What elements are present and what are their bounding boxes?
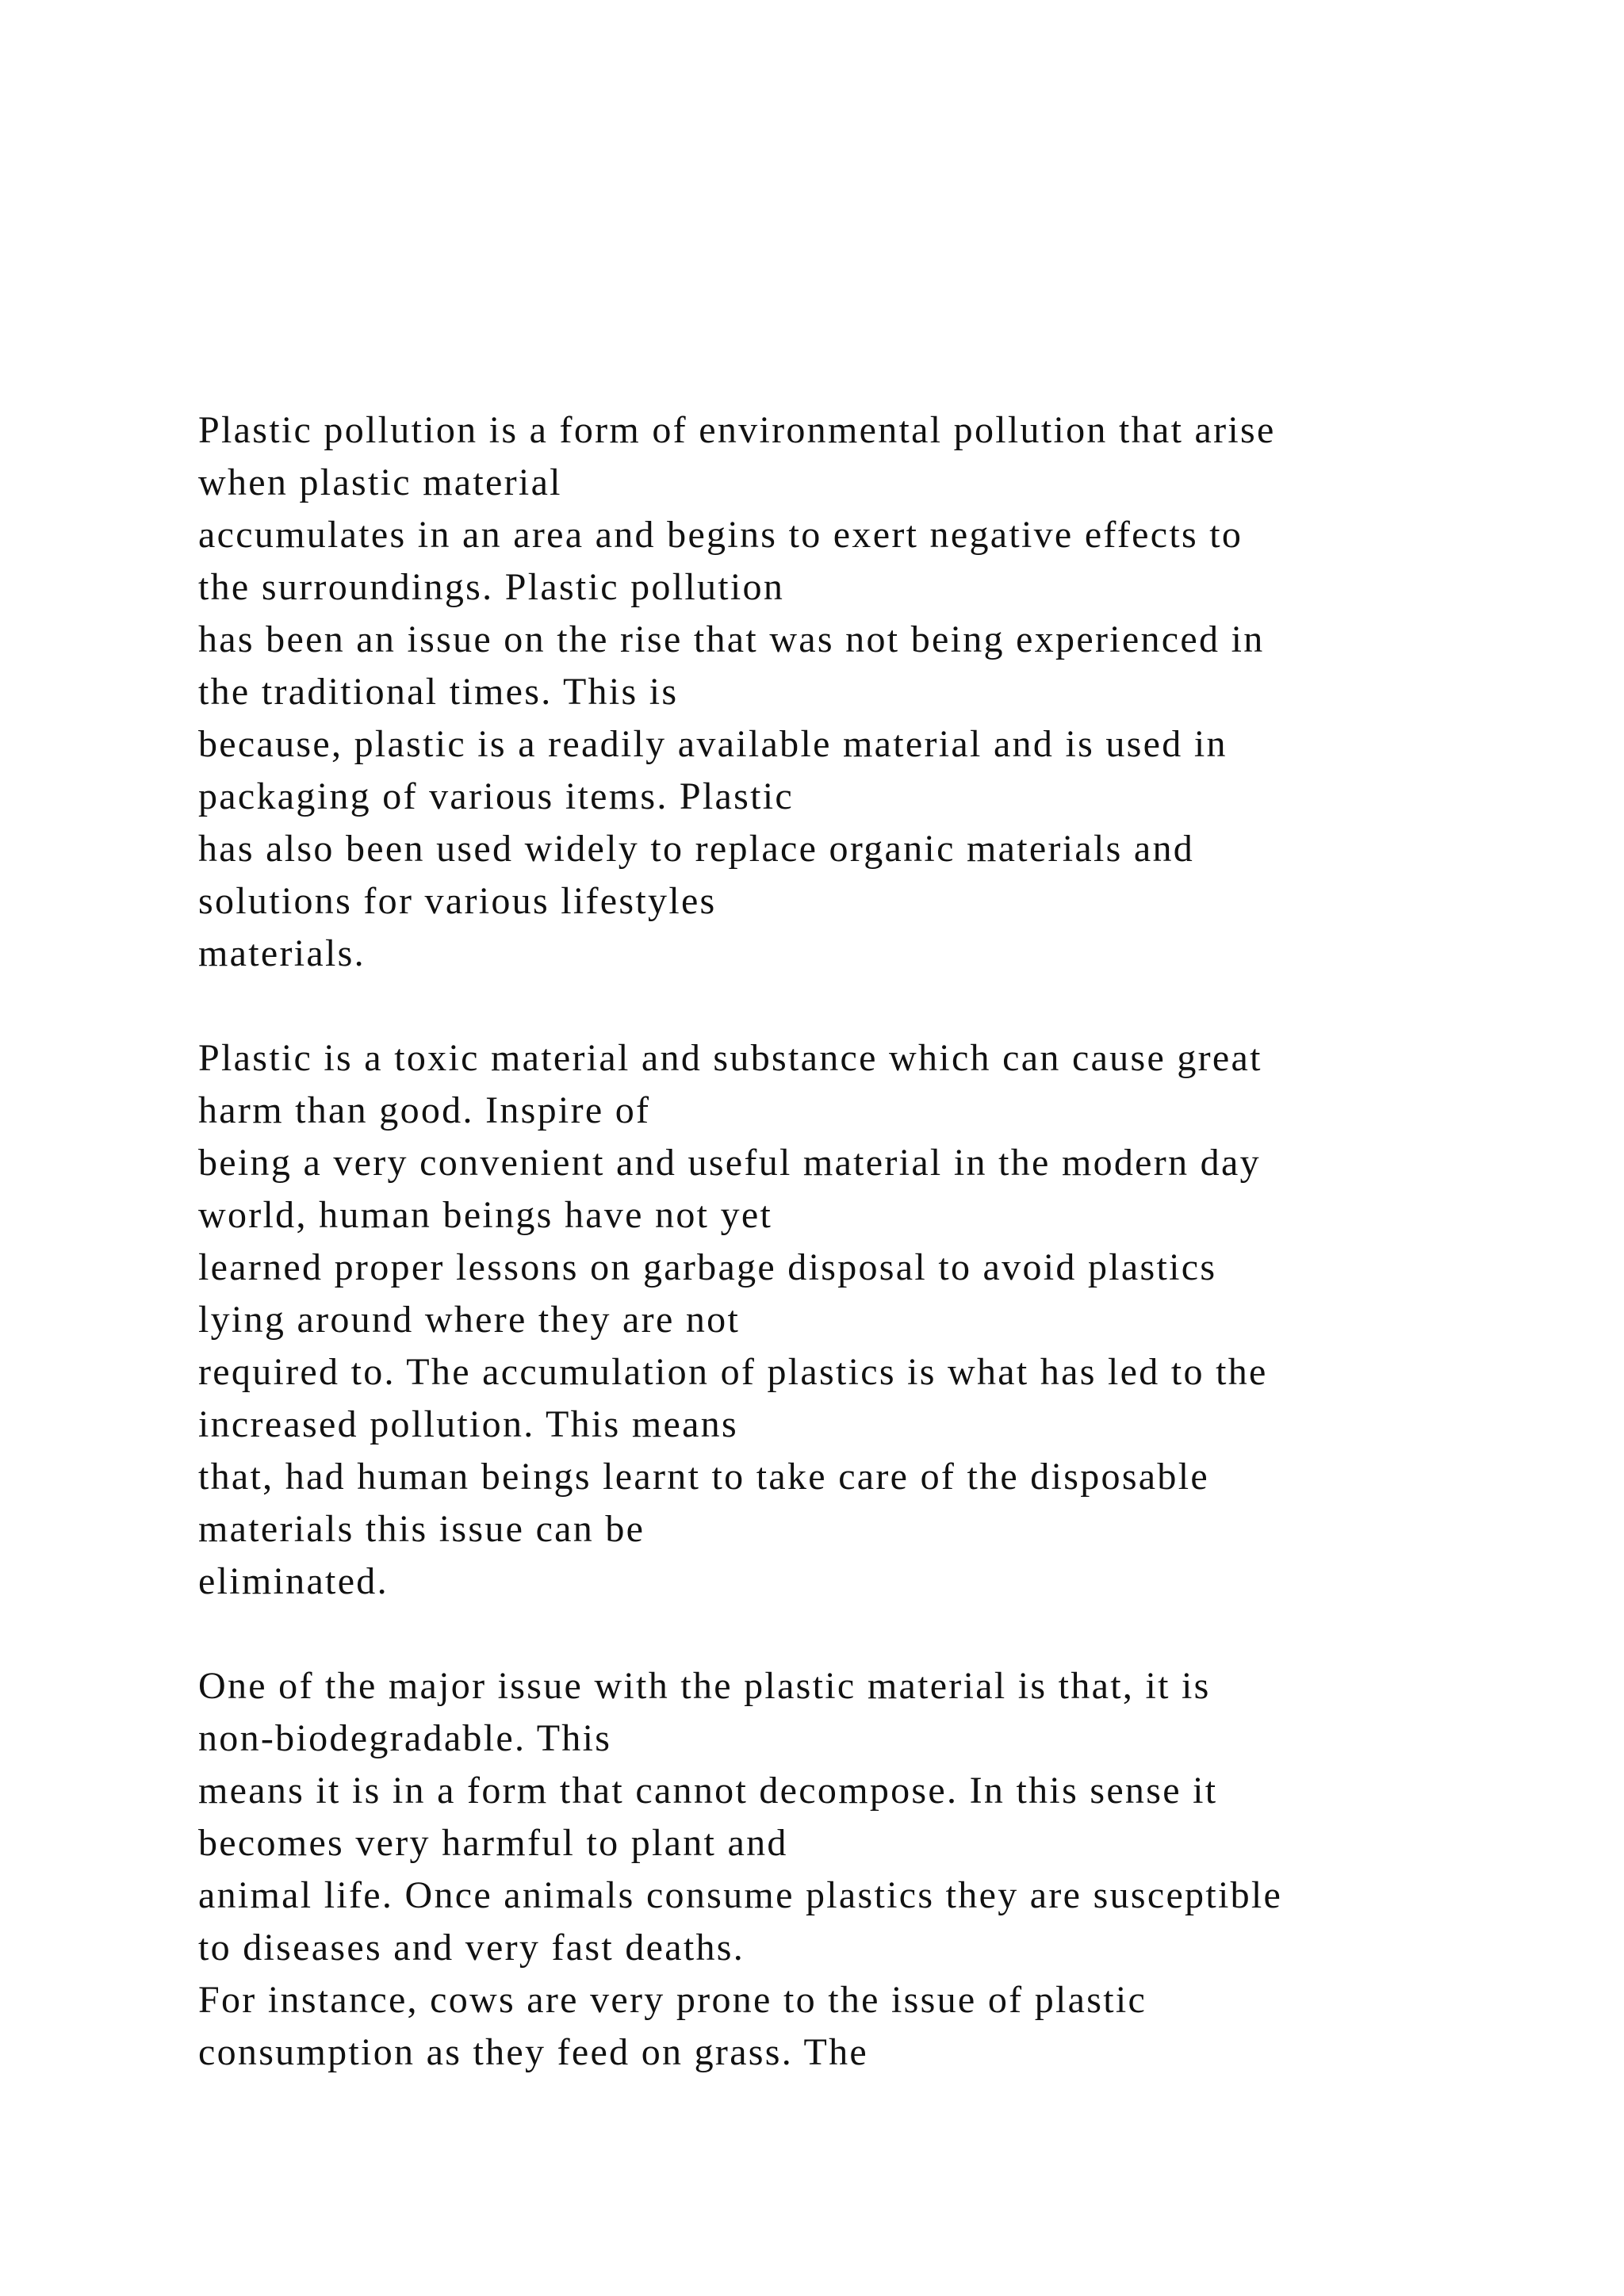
text-line: materials. <box>198 932 366 974</box>
text-line: means it is in a form that cannot decompose. In this sense it <box>198 1770 1218 1812</box>
text-line: solutions for various lifestyles <box>198 880 717 922</box>
text-line: required to. The accumulation of plastics is what has led to the <box>198 1351 1268 1393</box>
text-line: lying around where they are not <box>198 1299 741 1341</box>
text-line: has been an issue on the rise that was not being experienced in <box>198 618 1265 660</box>
text-line: non-biodegradable. This <box>198 1717 612 1759</box>
blank-line <box>198 1608 1546 1660</box>
document-body <box>198 404 1546 2079</box>
text-line: to diseases and very fast deaths. <box>198 1927 745 1969</box>
text-line: learned proper lessons on garbage disposal to avoid plastics <box>198 1246 1217 1288</box>
text-line: consumption as they feed on grass. The <box>198 2031 869 2073</box>
text-line: world, human beings have not yet <box>198 1194 773 1236</box>
text-line: For instance, cows are very prone to the issue of plastic <box>198 1979 1147 2021</box>
text-line: the traditional times. This is <box>198 671 679 713</box>
text-line: accumulates in an area and begins to exert negative effects to <box>198 514 1243 556</box>
blank-line <box>198 980 1546 1032</box>
text-line: Plastic is a toxic material and substance which can cause great <box>198 1037 1262 1079</box>
text-line: animal life. Once animals consume plastics they are susceptible <box>198 1874 1283 1916</box>
text-line: One of the major issue with the plastic material is that, it is <box>198 1665 1211 1707</box>
text-line: the surroundings. Plastic pollution <box>198 566 785 608</box>
text-line: becomes very harmful to plant and <box>198 1822 788 1864</box>
text-line: materials this issue can be <box>198 1508 645 1550</box>
text-line: Plastic pollution is a form of environmental pollution that arise <box>198 409 1276 451</box>
text-line: increased pollution. This means <box>198 1403 738 1445</box>
text-line: has also been used widely to replace organic materials and <box>198 828 1195 870</box>
text-line: being a very convenient and useful material in the modern day <box>198 1142 1261 1184</box>
text-line: because, plastic is a readily available material and is used in <box>198 723 1228 765</box>
text-line: eliminated. <box>198 1560 389 1602</box>
text-line: that, had human beings learnt to take care of the disposable <box>198 1456 1209 1498</box>
text-line: packaging of various items. Plastic <box>198 775 795 817</box>
text-line: harm than good. Inspire of <box>198 1089 651 1131</box>
text-line: when plastic material <box>198 461 562 503</box>
